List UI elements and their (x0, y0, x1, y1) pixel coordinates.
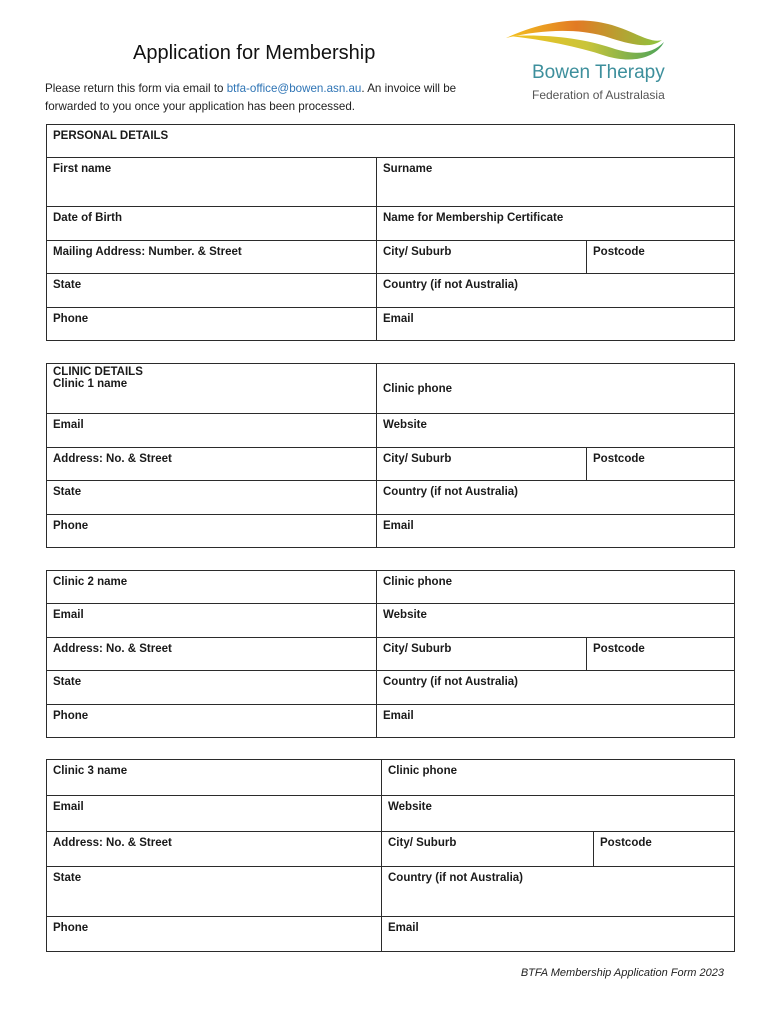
intro-text (45, 80, 485, 115)
clinic1-email-field[interactable]: Email (47, 414, 377, 448)
clinic2-email2-field[interactable]: Email (377, 705, 735, 738)
footer-text: BTFA Membership Application Form 2023 (520, 967, 724, 979)
clinic1-email2-field[interactable]: Email (377, 515, 735, 548)
clinic1-website-field[interactable]: Website (377, 414, 735, 448)
clinic1-country-field[interactable]: Country (if not Australia) (377, 481, 735, 515)
personal-details-table (46, 124, 735, 341)
state-field[interactable]: State (47, 274, 377, 308)
clinic1-state-field[interactable]: State (47, 481, 377, 515)
clinic3-name-field[interactable]: Clinic 3 name (47, 760, 382, 796)
logo-name: Bowen Therapy (532, 62, 665, 83)
dob-field[interactable]: Date of Birth (47, 207, 377, 241)
clinic1-name-label: Clinic 1 name (53, 378, 128, 390)
surname-field[interactable]: Surname (377, 158, 735, 207)
clinic3-country-field[interactable]: Country (if not Australia) (382, 867, 735, 917)
clinic2-phone-field[interactable]: Clinic phone (377, 571, 735, 604)
intro-after: . An invoice will be forwarded to you once your application has been processed. (45, 82, 457, 113)
clinic1-postcode-field[interactable]: Postcode (587, 448, 735, 481)
clinic2-postcode-field[interactable]: Postcode (587, 638, 735, 671)
clinic3-phone-field[interactable]: Clinic phone (382, 760, 735, 796)
phone-field[interactable]: Phone (47, 308, 377, 341)
clinic2-table (46, 570, 735, 738)
clinic1-city-field[interactable]: City/ Suburb (377, 448, 587, 481)
clinic2-state-field[interactable]: State (47, 671, 377, 705)
email-field[interactable]: Email (377, 308, 735, 341)
clinic3-website-field[interactable]: Website (382, 796, 735, 832)
clinic1-table (46, 363, 735, 548)
clinic-details-heading: CLINIC DETAILS (53, 366, 143, 378)
page-title: Application for Membership (133, 42, 376, 64)
logo-subtitle: Federation of Australasia (532, 88, 665, 102)
clinic2-city-field[interactable]: City/ Suburb (377, 638, 587, 671)
clinic3-phone2-field[interactable]: Phone (47, 917, 382, 952)
clinic3-email2-field[interactable]: Email (382, 917, 735, 952)
clinic3-state-field[interactable]: State (47, 867, 382, 917)
personal-details-heading: PERSONAL DETAILS (47, 125, 735, 158)
clinic1-phone2-field[interactable]: Phone (47, 515, 377, 548)
first-name-field[interactable]: First name (47, 158, 377, 207)
country-field[interactable]: Country (if not Australia) (377, 274, 735, 308)
clinic2-website-field[interactable]: Website (377, 604, 735, 638)
contact-email-link[interactable]: btfa-office@bowen.asn.au (226, 82, 362, 95)
clinic3-postcode-field[interactable]: Postcode (594, 832, 735, 867)
certificate-name-field[interactable]: Name for Membership Certificate (377, 207, 735, 241)
clinic3-email-field[interactable]: Email (47, 796, 382, 832)
city-field[interactable]: City/ Suburb (377, 241, 587, 274)
clinic3-table (46, 759, 735, 952)
intro-before: Please return this form via email to (45, 82, 227, 95)
clinic1-name-field[interactable] (47, 364, 377, 414)
clinic2-name-field[interactable]: Clinic 2 name (47, 571, 377, 604)
clinic2-phone2-field[interactable]: Phone (47, 705, 377, 738)
clinic1-phone-field[interactable]: Clinic phone (377, 364, 735, 414)
clinic3-address-field[interactable]: Address: No. & Street (47, 832, 382, 867)
clinic2-address-field[interactable]: Address: No. & Street (47, 638, 377, 671)
clinic3-city-field[interactable]: City/ Suburb (382, 832, 594, 867)
clinic1-address-field[interactable]: Address: No. & Street (47, 448, 377, 481)
clinic2-country-field[interactable]: Country (if not Australia) (377, 671, 735, 705)
clinic2-email-field[interactable]: Email (47, 604, 377, 638)
postcode-field[interactable]: Postcode (587, 241, 735, 274)
mailing-address-field[interactable]: Mailing Address: Number. & Street (47, 241, 377, 274)
